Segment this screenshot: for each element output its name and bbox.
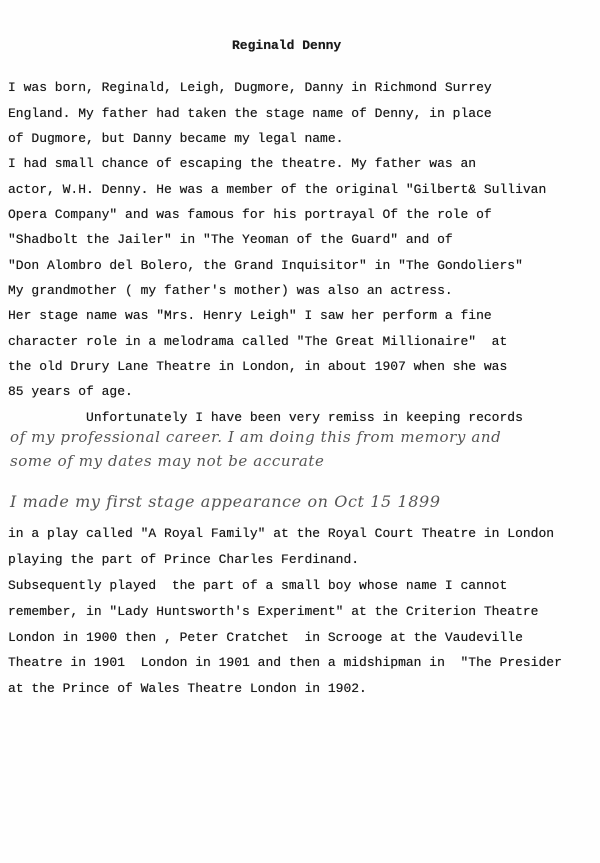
text-line: the old Drury Lane Theatre in London, in about 1907 when she was [8,359,508,374]
handwritten-note: some of my dates may not be accurate [10,452,325,470]
text-line: Theatre in 1901 London in 1901 and then a midshipman in "The Presider [8,655,562,670]
text-line: "Don Alombro del Bolero, the Grand Inquisitor" in "The Gondoliers" [8,258,523,273]
text-line: in a play called "A Royal Family" at the Royal Court Theatre in London [8,526,555,541]
text-line: character role in a melodrama called "The Great Millionaire" at [8,334,508,349]
text-line: Subsequently played the part of a small boy whose name I cannot [8,578,508,593]
text-line: Opera Company" and was famous for his portrayal Of the role of [8,207,492,222]
text-line: My grandmother ( my father's mother) was also an actress. [8,283,453,298]
handwritten-note: of my professional career. I am doing this from memory and [10,428,502,446]
text-line: remember, in "Lady Huntsworth's Experiment" at the Criterion Theatre [8,604,539,619]
text-line: London in 1900 then , Peter Cratchet in Scrooge at the Vaudeville [8,630,523,645]
text-line: Her stage name was "Mrs. Henry Leigh" I saw her perform a fine [8,308,492,323]
text-line: I was born, Reginald, Leigh, Dugmore, Danny in Richmond Surrey [8,80,492,95]
handwritten-note: I made my first stage appearance on Oct 15 1899 [10,492,441,511]
text-line: England. My father had taken the stage name of Denny, in place [8,106,492,121]
text-line: actor, W.H. Denny. He was a member of the original "Gilbert& Sullivan [8,182,547,197]
text-line: at the Prince of Wales Theatre London in 1902. [8,681,367,696]
text-line: "Shadbolt the Jailer" in "The Yeoman of the Guard" and of [8,232,453,247]
text-line: I had small chance of escaping the theatre. My father was an [8,156,477,171]
text-line: 85 years of age. [8,384,133,399]
page-title: Reginald Denny [232,38,342,53]
text-line: of Dugmore, but Danny became my legal name. [8,131,344,146]
text-line: Unfortunately I have been very remiss in keeping records [8,410,523,425]
text-line: playing the part of Prince Charles Ferdinand. [8,552,360,567]
